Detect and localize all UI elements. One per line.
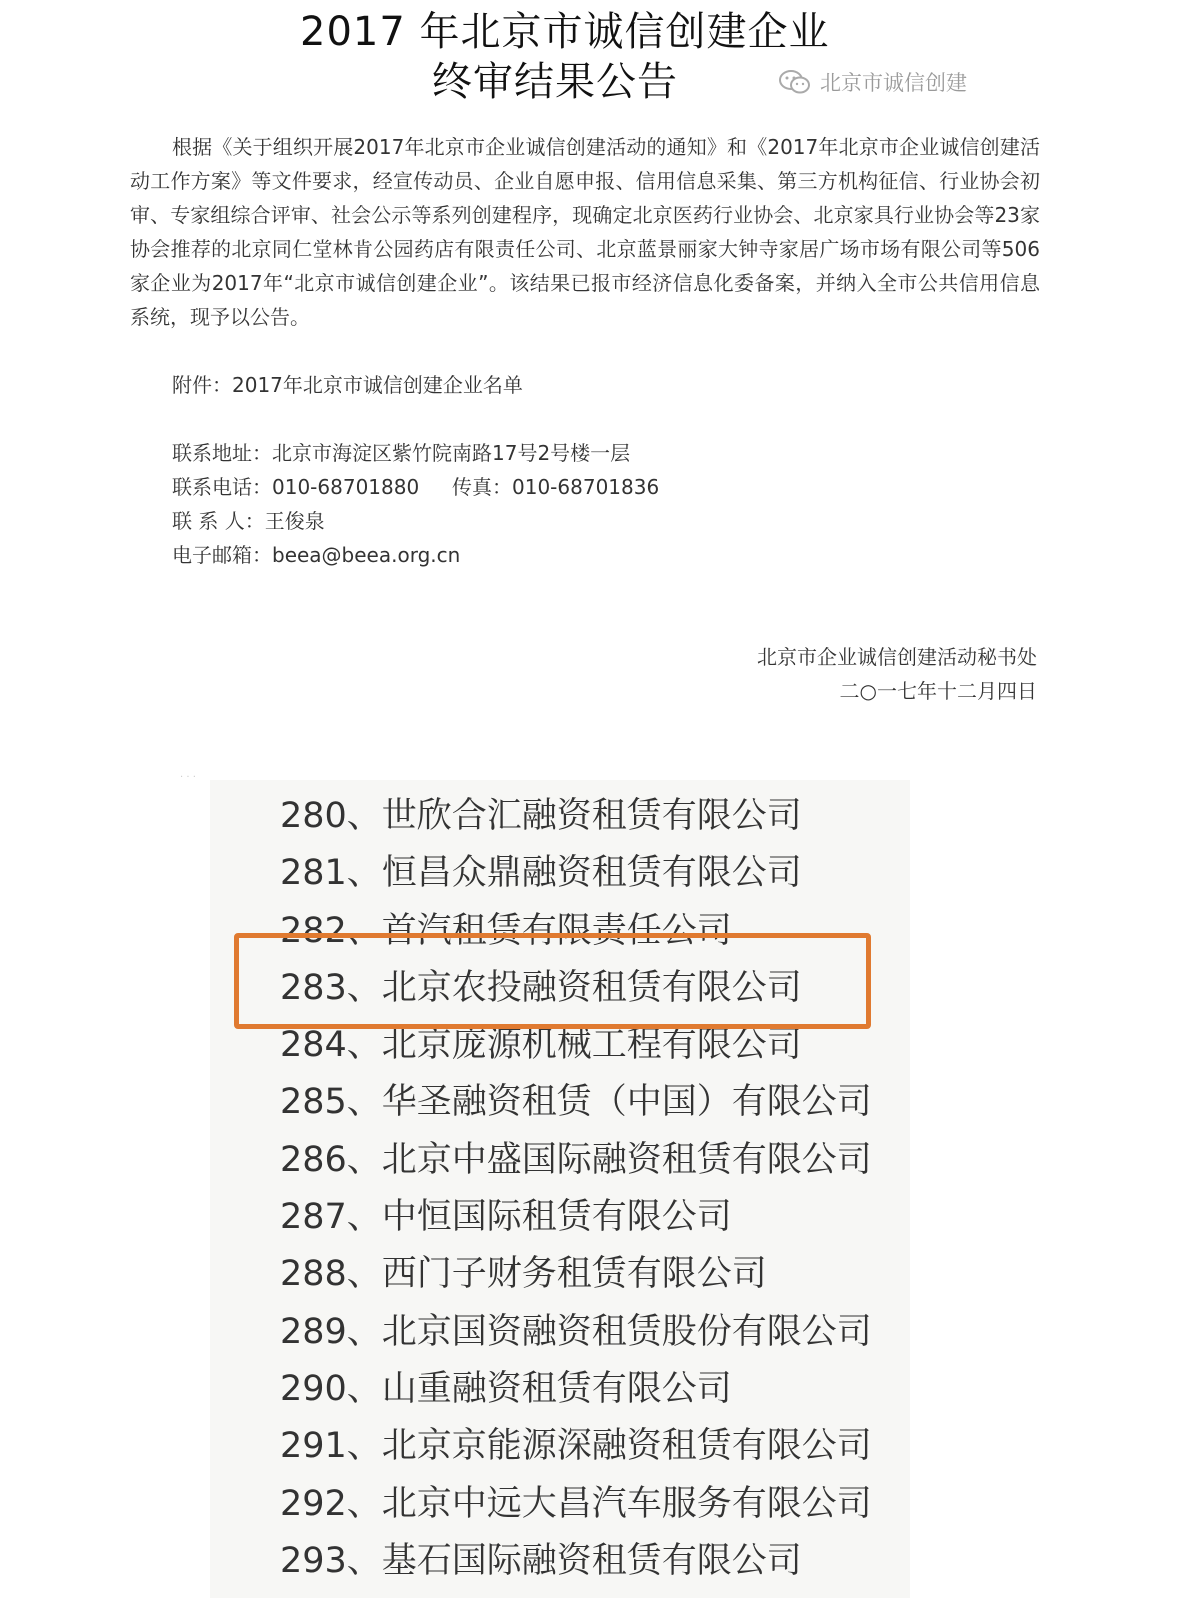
list-item: 286、北京中盛国际融资租赁有限公司 [280,1139,872,1180]
announcement-paragraph: 根据《关于组织开展2017年北京市企业诚信创建活动的通知》和《2017年北京市企业诚信创建活动工作方案》等文件要求，经宣传动员、企业自愿申报、信用信息采集、第三方机构征信、行业协会初审、专家组综合评审、社会公示等系列创建程序，现确定北京医药行业协会、北京家具行业协会等23家协会推荐的北京同仁堂林肯公园药店有限责任公司、北京蓝景丽家大钟寺家居广场市场有限公司等506家企业为2017年“北京市诚信创建企业”。该结果已报市经济信息化委备案，并纳入全市公共信用信息系统，现予以公告。 [130,135,1040,329]
contact-line: 联 系 人：王俊泉 [172,509,325,533]
watermark [778,66,967,98]
list-item: 288、西门子财务租赁有限公司 [280,1254,767,1295]
attachment-line: 附件：2017年北京市诚信创建企业名单 [172,373,523,397]
address-line: 联系地址：北京市海淀区紫竹院南路17号2号楼一层 [172,441,631,465]
company-list-image [210,780,910,1598]
scan-artifact: · · · [180,772,196,783]
company-list [280,788,910,1590]
list-item: 281、恒昌众鼎融资租赁有限公司 [280,853,802,894]
title-line-2: 终审结果公告 [432,59,678,105]
list-item: 282、首汽租赁有限责任公司 [280,910,732,951]
signature-date: 二○一七年十二月四日 [839,679,1037,703]
watermark-text: 北京市诚信创建 [820,71,967,95]
list-item: 291、北京京能源深融资租赁有限公司 [280,1426,872,1467]
list-item: 284、北京庞源机械工程有限公司 [280,1025,802,1066]
list-item: 287、中恒国际租赁有限公司 [280,1197,732,1238]
wechat-icon [778,68,812,96]
list-item: 292、北京中远大昌汽车服务有限公司 [280,1483,872,1524]
list-item: 289、北京国资融资租赁股份有限公司 [280,1311,872,1352]
title-line-1: 2017 年北京市诚信创建企业 [300,9,830,55]
list-item: 290、山重融资租赁有限公司 [280,1368,732,1409]
list-item: 293、基石国际融资租赁有限公司 [280,1540,802,1581]
signature-org: 北京市企业诚信创建活动秘书处 [757,645,1037,669]
highlight-box [234,933,871,1029]
phone-line: 联系电话：010-68701880 [172,475,420,499]
list-item: 285、华圣融资租赁（中国）有限公司 [280,1082,872,1123]
list-item: 280、世欣合汇融资租赁有限公司 [280,796,802,836]
email-line: 电子邮箱：beea@beea.org.cn [172,543,461,567]
list-item: 283、北京农投融资租赁有限公司 [280,967,802,1008]
title-area [0,0,1200,120]
fax-line: 传真：010-68701836 [452,475,660,499]
